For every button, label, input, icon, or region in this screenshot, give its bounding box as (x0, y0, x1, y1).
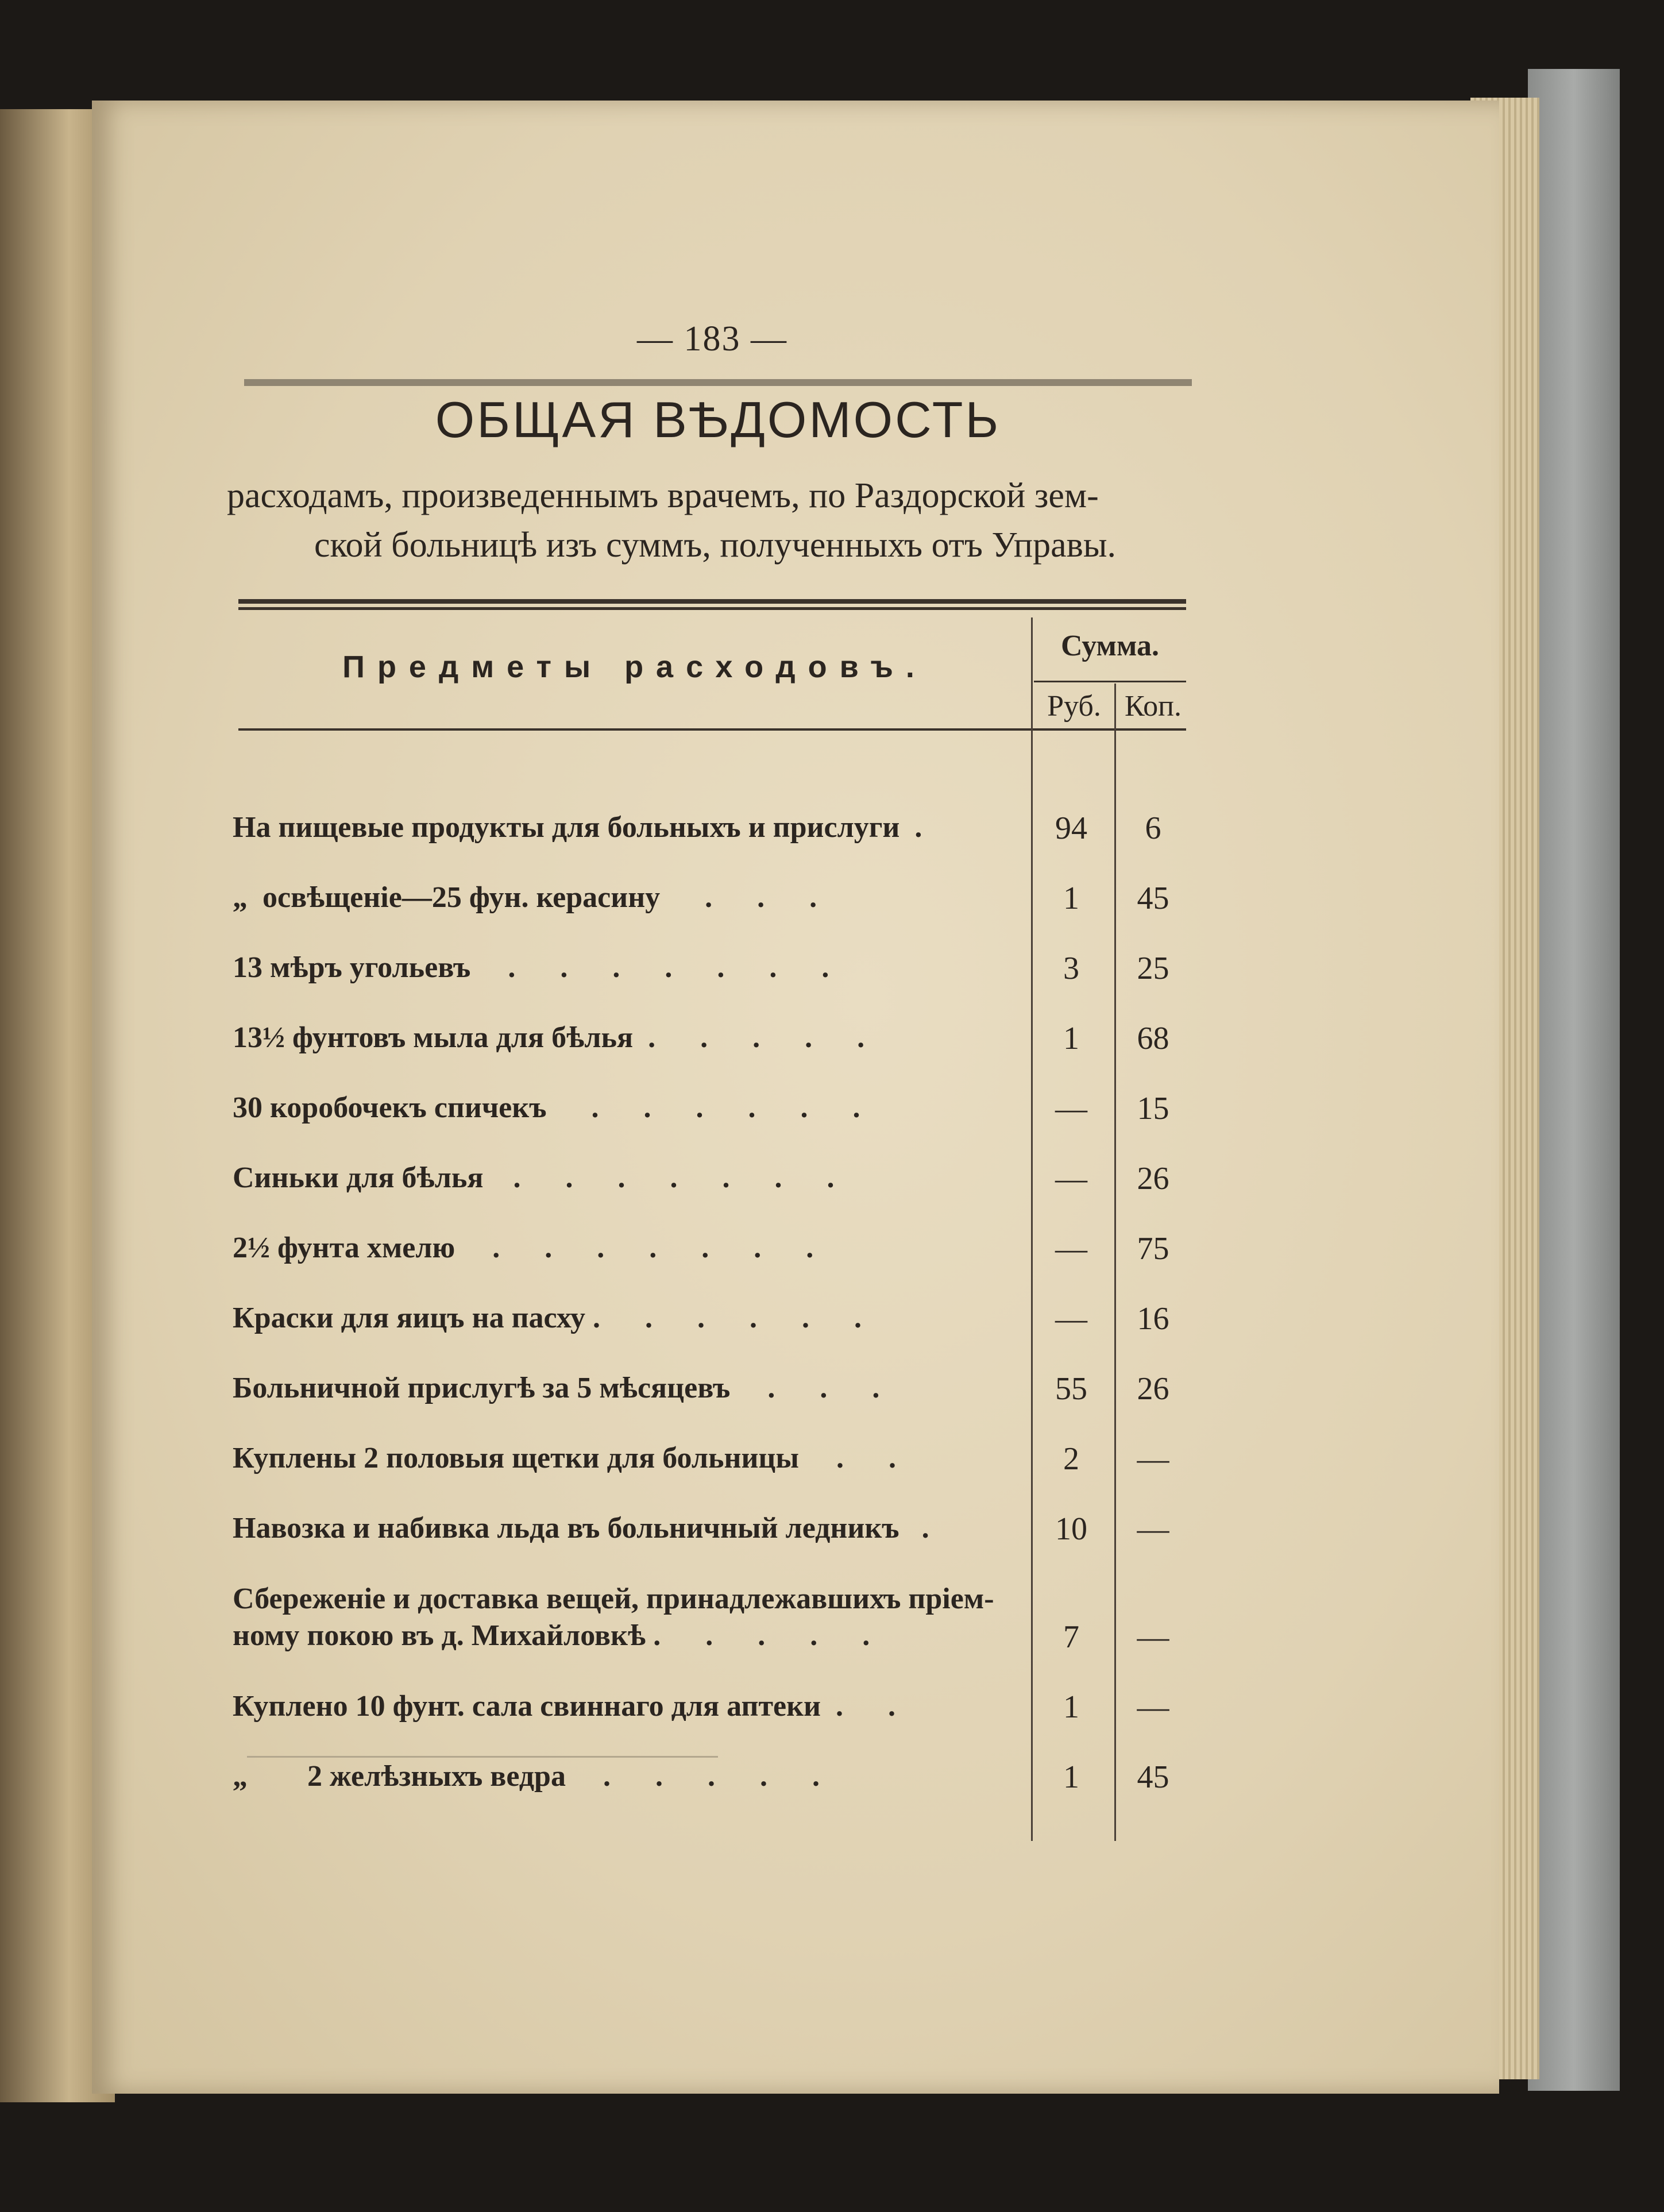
row-item: „ 2 желѣзныхъ ведра . . . . . (233, 1760, 820, 1793)
table-row (233, 810, 1189, 856)
table-row (233, 1090, 1189, 1136)
table-row (233, 880, 1189, 926)
table-row (233, 1371, 1189, 1416)
row-rub: 1 (1063, 881, 1079, 916)
row-kop: — (1137, 1511, 1169, 1547)
subtitle-line-2: ской больницѣ изъ суммъ, полученныхъ отъ Управы. (314, 526, 1117, 565)
table-top-rule (238, 599, 1186, 604)
page-subtitle (227, 471, 1203, 570)
row-rub: 2 (1063, 1441, 1079, 1477)
table-row (233, 1581, 1189, 1667)
row-item: Куплено 10 фунт. сала свиннаго для аптеки . . (233, 1690, 896, 1723)
row-rub: 1 (1063, 1021, 1079, 1056)
row-item: Больничной прислугѣ за 5 мѣсяцевъ . . . (233, 1372, 880, 1404)
row-item: 13½ фунтовъ мыла для бѣлья . . . . . (233, 1021, 865, 1054)
row-kop: 68 (1137, 1021, 1169, 1056)
table-row (233, 1160, 1189, 1206)
table-row (233, 950, 1189, 996)
row-kop: 25 (1137, 951, 1169, 986)
table-row (233, 1759, 1189, 1805)
header-items: Предметы расходовъ. (342, 650, 927, 684)
row-item: На пищевые продукты для больныхъ и прислуги . (233, 811, 922, 844)
row-kop: 6 (1145, 810, 1161, 846)
row-item: „ освѣщеніе—25 фун. керасину . . . (233, 881, 817, 914)
row-kop: 16 (1137, 1301, 1169, 1337)
table-row (233, 1230, 1189, 1276)
row-item: Краски для яицъ на пасху . . . . . . (233, 1302, 862, 1334)
header-kop: Коп. (1125, 690, 1182, 723)
row-kop: 26 (1137, 1161, 1169, 1196)
row-rub: — (1055, 1301, 1087, 1337)
table-row (233, 1511, 1189, 1557)
table-row (233, 1300, 1189, 1346)
row-item: Сбереженіе и доставка вещей, принадлежавшихъ пріем- ному покою въ д. Михайловкѣ . . . . . (233, 1582, 994, 1652)
row-rub: 7 (1063, 1619, 1079, 1655)
page-number: — 183 — (637, 319, 787, 358)
row-kop: — (1137, 1689, 1169, 1725)
faint-rule (247, 1756, 718, 1758)
row-item: 2½ фунта хмелю . . . . . . . (233, 1232, 814, 1264)
row-kop: — (1137, 1619, 1169, 1655)
row-item: Навозка и набивка льда въ больничный ледникъ . (233, 1512, 929, 1545)
sum-header-rule (1034, 681, 1186, 682)
row-rub: 1 (1063, 1759, 1079, 1795)
row-rub: — (1055, 1231, 1087, 1267)
table-row (233, 1441, 1189, 1487)
book-cover-edge (1528, 69, 1620, 2091)
header-sum: Сумма. (1060, 630, 1160, 662)
row-rub: — (1055, 1161, 1087, 1196)
header-rub: Руб. (1047, 690, 1101, 723)
header-rule (244, 379, 1192, 386)
row-item: 30 коробочекъ спичекъ . . . . . . (233, 1091, 860, 1124)
row-rub: 94 (1055, 810, 1087, 846)
row-item: Синьки для бѣлья . . . . . . . (233, 1161, 835, 1194)
row-rub: 55 (1055, 1371, 1087, 1407)
subtitle-line-1: расходамъ, произведеннымъ врачемъ, по Раздорской зем- (227, 476, 1099, 515)
table-row (233, 1689, 1189, 1735)
table-header-rule (238, 728, 1186, 731)
row-rub: 10 (1055, 1511, 1087, 1547)
row-rub: 3 (1063, 951, 1079, 986)
row-kop: — (1137, 1441, 1169, 1477)
table-row (233, 1020, 1189, 1066)
row-rub: — (1055, 1091, 1087, 1126)
row-kop: 75 (1137, 1231, 1169, 1267)
row-kop: 26 (1137, 1371, 1169, 1407)
row-item: 13 мѣръ угольевъ . . . . . . . (233, 951, 829, 984)
row-item: Куплены 2 половыя щетки для больницы . . (233, 1442, 896, 1474)
row-rub: 1 (1063, 1689, 1079, 1725)
page-title: ОБЩАЯ ВѢДОМОСТЬ (435, 391, 1001, 448)
row-kop: 15 (1137, 1091, 1169, 1126)
row-kop: 45 (1137, 881, 1169, 916)
table-top-rule-thin (238, 607, 1186, 610)
row-kop: 45 (1137, 1759, 1169, 1795)
